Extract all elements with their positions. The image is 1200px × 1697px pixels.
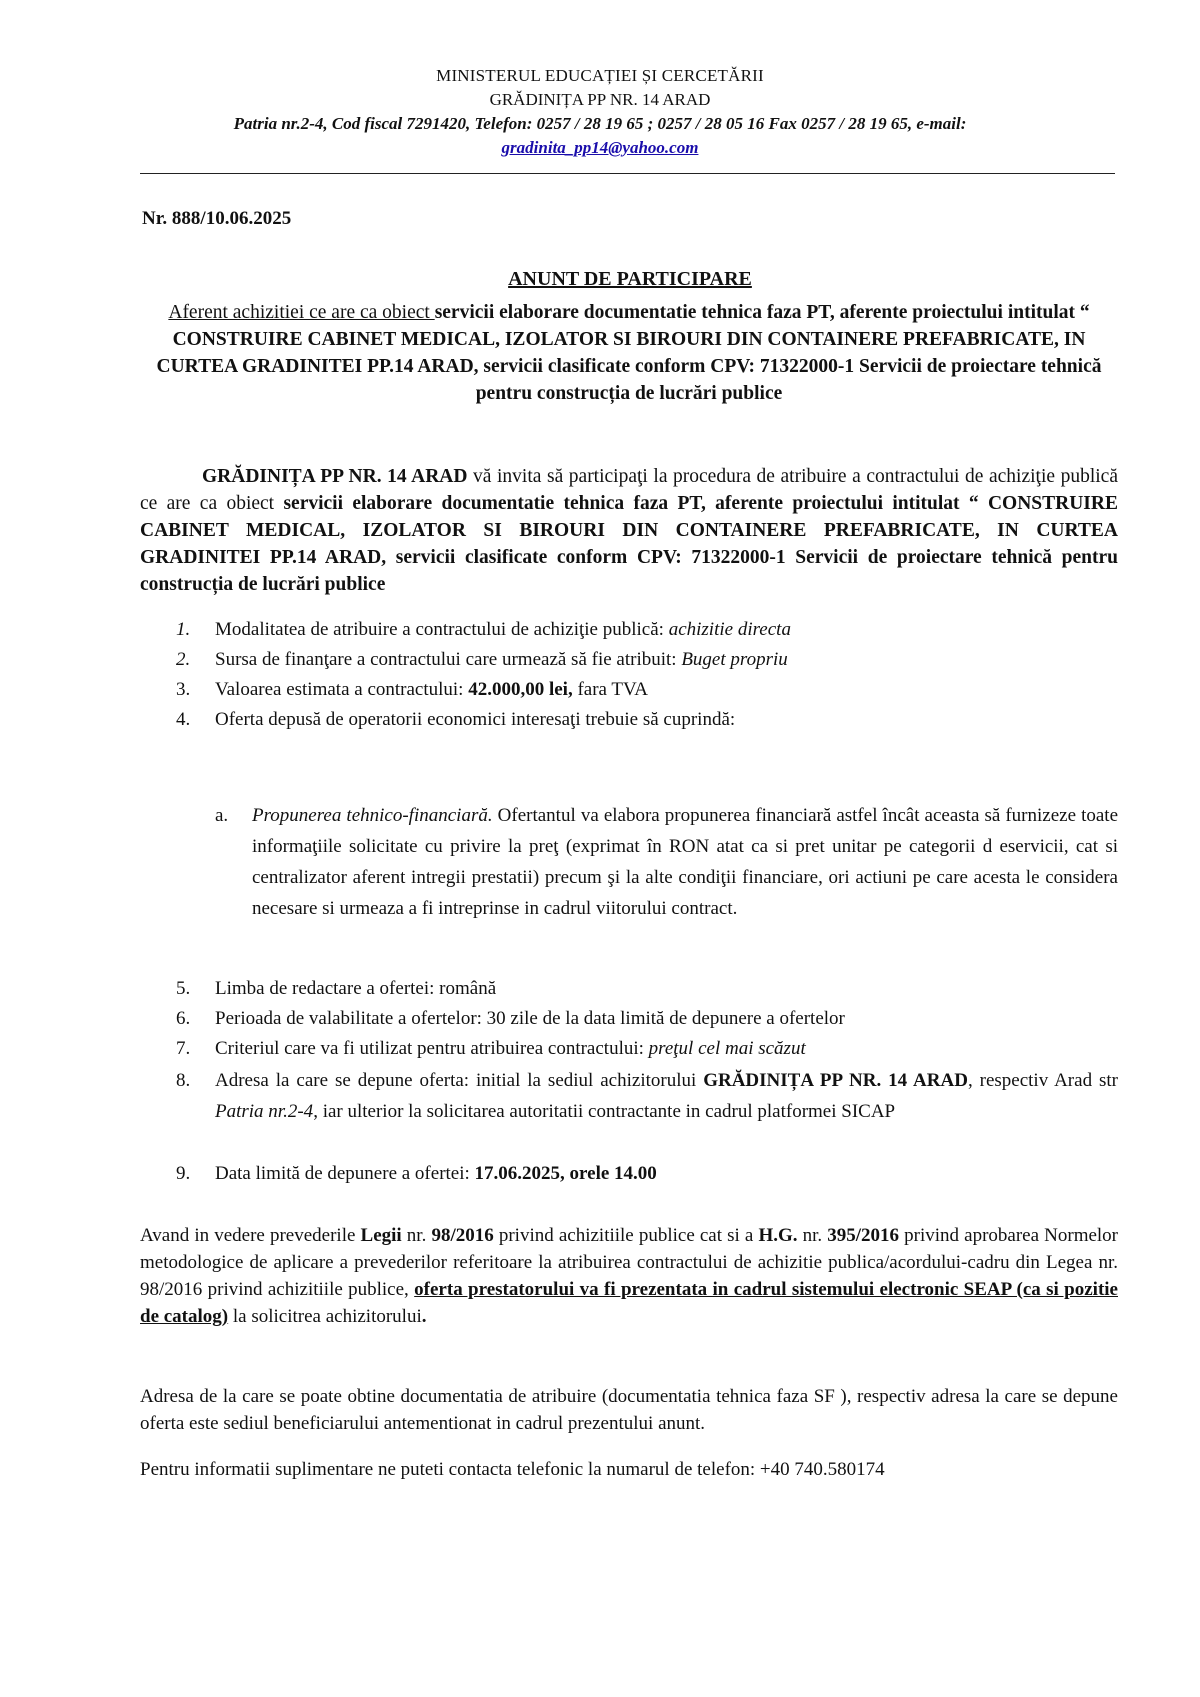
item-text: Oferta depusă de operatorii economici interesaţi trebuie să cuprindă:: [215, 709, 736, 730]
item-suffix: , iar ulterior la solicitarea autoritatii contractante in cadrul platformei SICAP: [313, 1101, 896, 1122]
subject-intro: Aferent achizitiei ce are ca obiect: [168, 302, 435, 323]
invitation-text: vă invita să participaţi la procedura de atribuire a contractului de achiziţie publică ce are ca obiect: [140, 466, 1118, 514]
item-suffix: fara TVA: [572, 679, 648, 700]
legal-text: Avand in vedere prevederile: [140, 1225, 361, 1246]
legal-text: nr.: [401, 1225, 432, 1246]
legal-paragraph: [140, 1222, 1118, 1330]
legal-end: .: [421, 1306, 427, 1327]
item-number: 6.: [176, 1008, 191, 1029]
item-number: 8.: [176, 1070, 191, 1091]
item-label: Criteriul care va fi utilizat pentru atribuirea contractului:: [215, 1038, 649, 1059]
item-mid: , respectiv Arad str: [967, 1070, 1118, 1091]
item-value: achizitie directa: [668, 619, 791, 640]
item-label: Valoarea estimata a contractului:: [215, 679, 469, 700]
sub-item-label: Propunerea tehnico-financiară.: [252, 805, 493, 826]
email-line: [0, 138, 1200, 158]
item-number: 2.: [176, 649, 191, 670]
item-label: Data limită de depunere a ofertei:: [215, 1163, 475, 1184]
item-text: [215, 1065, 1118, 1127]
item-org: GRĂDINIȚA PP NR. 14 ARAD: [703, 1070, 968, 1091]
item-number: 3.: [176, 679, 191, 700]
item-text: Limba de redactare a ofertei: română: [215, 978, 497, 999]
item-label: Sursa de finanţare a contractului care urmează să fie atribuit:: [215, 649, 682, 670]
item-text: Perioada de valabilitate a ofertelor: 30 zile de la data limită de depunere a ofertelor: [215, 1008, 845, 1029]
invitation-org: GRĂDINIȚA PP NR. 14 ARAD: [202, 466, 468, 487]
legal-text: privind achizitiile publice cat si a: [493, 1225, 759, 1246]
institution-name: GRĂDINIȚA PP NR. 14 ARAD: [489, 90, 711, 109]
legal-hg-number: 395/2016: [827, 1225, 900, 1246]
item-number: 5.: [176, 978, 191, 999]
item-number: 9.: [176, 1163, 191, 1184]
sub-item-letter: a.: [215, 805, 229, 826]
legal-law: Legii: [360, 1225, 402, 1246]
header-divider: [140, 173, 1115, 174]
legal-text: privind aprobarea Normelor metodologice de aplicare a prevederilor referitoare la atribuirea contractului de achizitie publica/acordului-cadru din Legea nr. 98/2016 privind achizitiile publice,: [140, 1225, 1119, 1300]
item-number: 1.: [176, 619, 191, 640]
document-title: ANUNT DE PARTICIPARE: [508, 268, 752, 290]
legal-text: nr.: [797, 1225, 828, 1246]
legal-hg: H.G.: [758, 1225, 798, 1246]
contact-paragraph: Pentru informatii suplimentare ne puteti contacta telefonic la numarul de telefon: +40 740.580174: [140, 1459, 885, 1480]
item-value: preţul cel mai scăzut: [648, 1038, 806, 1059]
item-street: Patria nr.2-4: [215, 1101, 314, 1122]
subject-paragraph: [140, 299, 1118, 407]
item-value: 17.06.2025, orele 14.00: [474, 1163, 657, 1184]
sub-item-text: [252, 800, 1118, 924]
item-text: [215, 1160, 1118, 1187]
legal-text: la solicitrea achizitorului: [228, 1306, 422, 1327]
legal-law-number: 98/2016: [431, 1225, 494, 1246]
invitation-paragraph: [140, 463, 1118, 598]
item-number: 7.: [176, 1038, 191, 1059]
item-value: 42.000,00 lei,: [468, 679, 573, 700]
address-line: Patria nr.2-4, Cod fiscal 7291420, Telefon: 0257 / 28 19 65 ; 0257 / 28 05 16 Fax 0257 / 28 19 65, e-mail:: [233, 114, 967, 133]
item-value: Buget propriu: [681, 649, 788, 670]
docs-address-paragraph: Adresa de la care se poate obtine documentatia de atribuire (documentatia tehnica faza SF ), respectiv adresa la care se depune oferta este sediul beneficiarului antementionat in cadrul prezentului anunt.: [140, 1386, 1118, 1434]
item-number: 4.: [176, 709, 191, 730]
item-text: [215, 1035, 1118, 1062]
item-label: Adresa la care se depune oferta: initial la sediul achizitorului: [215, 1070, 704, 1091]
document-number: Nr. 888/10.06.2025: [142, 208, 292, 229]
item-label: Modalitatea de atribuire a contractului de achiziţie publică:: [215, 619, 669, 640]
item-text: [215, 616, 1118, 643]
subject-body: servicii elaborare documentatie tehnica faza PT, aferente proiectului intitulat “ CONSTRUIRE CABINET MEDICAL, IZOLATOR SI BIROURI DIN CONTAINERE PREFABRICATE, IN CURTEA GRADINITEI PP.14 ARAD, servicii clasificate conform CPV: 71322000-1 Servicii de proiectare tehnică pentru construcția de lucrări publice: [156, 302, 1102, 404]
ministry-name: MINISTERUL EDUCAȚIEI ȘI CERCETĂRII: [436, 66, 764, 85]
email-link[interactable]: gradinita_pp14@yahoo.com: [501, 138, 699, 157]
item-text: [215, 646, 1118, 673]
legal-emphasis: oferta prestatorului va fi prezentata in cadrul sistemului electronic SEAP (ca si pozitie de catalog): [140, 1279, 1118, 1327]
sub-item-body: Ofertantul va elabora propunerea financiară astfel încât aceasta să furnizeze toate informaţiile solicitate cu privire la preţ (exprimat în RON atat ca si pret unitar pe categorii d eservicii, cat si centralizator aferent intregii prestatii) precum şi la alte condiţii financiare, ori actiuni pe care acesta le considera necesare si urmeaza a fi intreprinse in cadrul viitorului contract.: [252, 805, 1119, 919]
item-text: [215, 676, 1118, 703]
invitation-object: servicii elaborare documentatie tehnica faza PT, aferente proiectului intitulat “ CONSTRUIRE CABINET MEDICAL, IZOLATOR SI BIROURI DIN CONTAINERE PREFABRICATE, IN CURTEA GRADINITEI PP.14 ARAD, servicii clasificate conform CPV: 71322000-1 Servicii de proiectare tehnică pentru construcția de lucrări publice: [140, 493, 1118, 595]
